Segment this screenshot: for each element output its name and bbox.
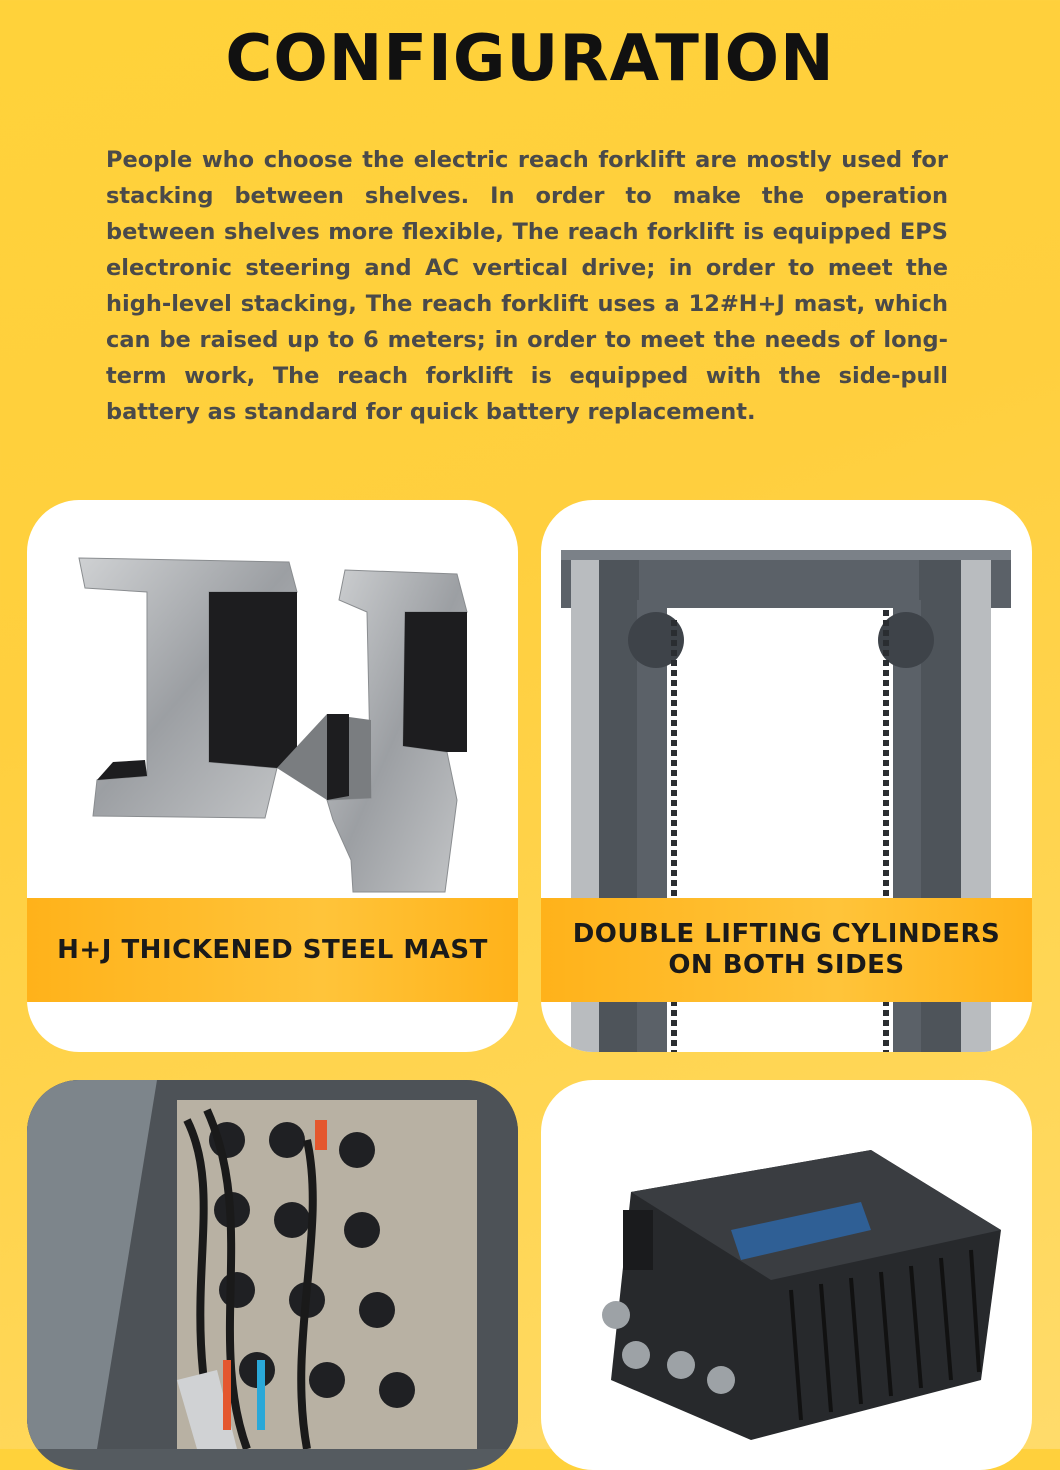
feature-card-battery [27,1080,518,1470]
page-title: CONFIGURATION [225,22,835,96]
feature-card-lifting-cylinders [541,500,1032,1052]
feature-banner-lifting-cylinders [541,898,1032,1002]
feature-card-steel-mast [27,500,518,1052]
intro-paragraph: People who choose the electric reach forklift are mostly used for stacking between shelves. In order to make the operation between shelves more flexible, The reach forklift is equipped EPS electronic steering and AC vertical drive; in order to meet the high-level stacking, The reach forklift uses a 12#H+J mast, which can be raised up to 6 meters; in order to meet the needs of long-term work, The reach forklift is equipped with the side-pull battery as standard for quick battery replacement. [106,147,948,425]
feature-banner-line2: ON BOTH SIDES [668,950,905,980]
feature-banner-line1: DOUBLE LIFTING CYLINDERS [572,919,1001,949]
battery-image [27,1080,518,1449]
steel-beam-image [27,500,518,900]
controller-image [541,1080,1032,1449]
feature-banner-steel-mast: H+J THICKENED STEEL MAST [27,898,518,1002]
feature-card-controller [541,1080,1032,1470]
